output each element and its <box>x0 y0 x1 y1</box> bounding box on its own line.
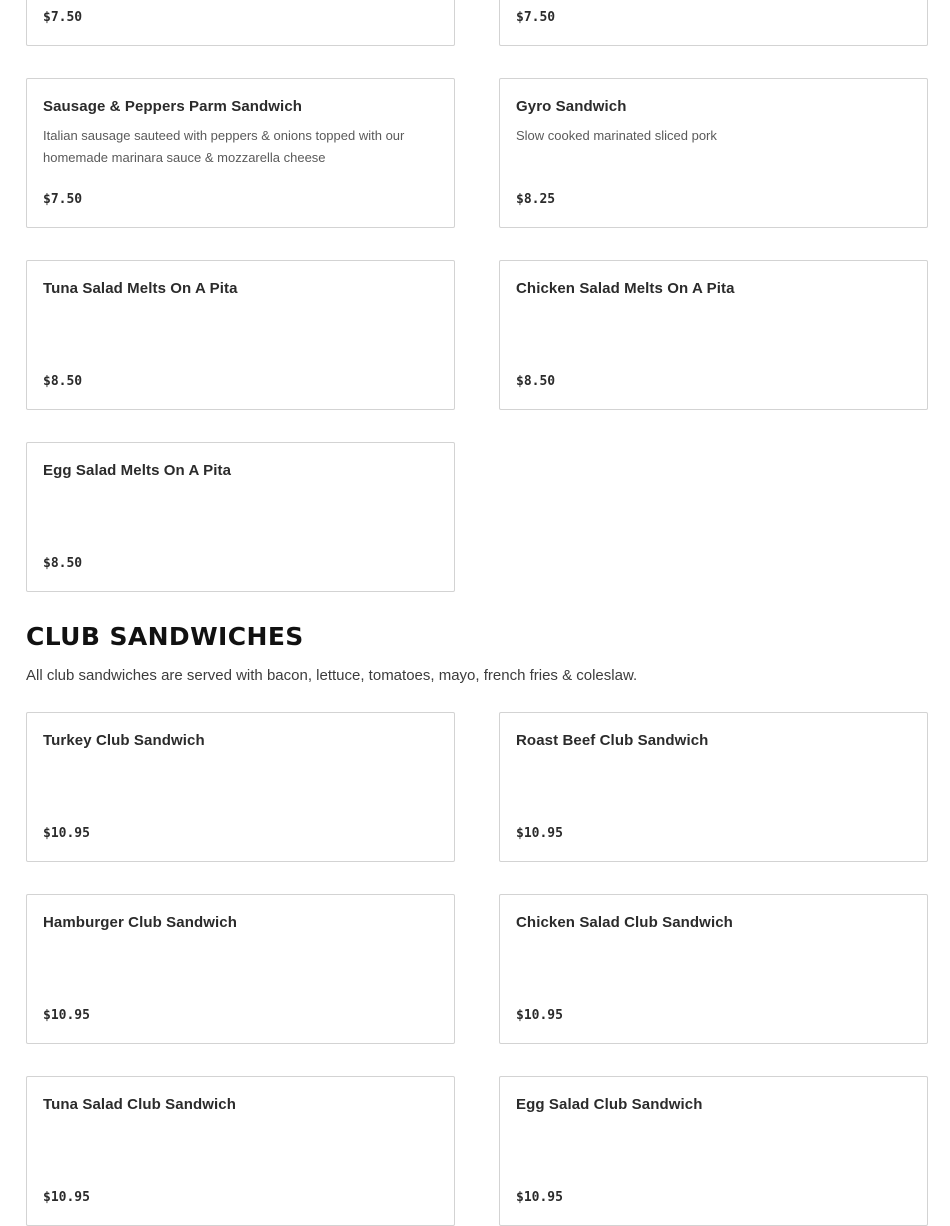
menu-item-card[interactable] <box>499 78 928 228</box>
item-name: Chicken Salad Club Sandwich <box>516 914 733 931</box>
item-price: $10.95 <box>516 1190 563 1205</box>
menu-item-card[interactable] <box>26 1076 455 1226</box>
item-name: Tuna Salad Melts On A Pita <box>43 280 238 297</box>
section-description: All club sandwiches are served with bacon, lettuce, tomatoes, mayo, french fries & coleslaw. <box>26 667 638 684</box>
item-name: Turkey Club Sandwich <box>43 732 205 749</box>
item-price: $8.50 <box>43 374 83 389</box>
item-price: $10.95 <box>516 826 563 841</box>
menu-item-card[interactable] <box>499 712 928 862</box>
item-price: $7.50 <box>43 192 83 207</box>
item-price: $8.50 <box>43 556 83 571</box>
menu-item-card[interactable] <box>26 894 455 1044</box>
item-price: $10.95 <box>43 1008 90 1023</box>
item-name: Roast Beef Club Sandwich <box>516 732 709 749</box>
menu-item-card[interactable] <box>26 78 455 228</box>
menu-item-card[interactable] <box>26 260 455 410</box>
item-price: $10.95 <box>43 1190 90 1205</box>
menu-item-card[interactable] <box>26 0 455 46</box>
item-price: $8.50 <box>516 374 556 389</box>
item-price: $7.50 <box>516 10 556 25</box>
item-name: Egg Salad Club Sandwich <box>516 1096 703 1113</box>
item-description: Italian sausage sauteed with peppers & onions topped with our homemade marinara sauce & mozzarella cheese <box>43 128 405 165</box>
item-price: $7.50 <box>43 10 83 25</box>
menu-item-card[interactable] <box>26 442 455 592</box>
menu-item-card[interactable] <box>26 712 455 862</box>
item-price: $10.95 <box>43 826 90 841</box>
item-price: $10.95 <box>516 1008 563 1023</box>
item-name: Sausage & Peppers Parm Sandwich <box>43 98 303 115</box>
section-title: CLUB SANDWICHES <box>26 622 304 651</box>
item-name: Egg Salad Melts On A Pita <box>43 462 232 479</box>
menu-item-card[interactable] <box>499 1076 928 1226</box>
item-name: Tuna Salad Club Sandwich <box>43 1096 236 1113</box>
item-price: $8.25 <box>516 192 556 207</box>
item-name: Gyro Sandwich <box>516 98 627 115</box>
menu-item-card[interactable] <box>499 0 928 46</box>
menu-item-card[interactable] <box>499 260 928 410</box>
item-description: Slow cooked marinated sliced pork <box>516 128 717 143</box>
item-name: Hamburger Club Sandwich <box>43 914 237 931</box>
item-name: Chicken Salad Melts On A Pita <box>516 280 735 297</box>
menu-item-card[interactable] <box>499 894 928 1044</box>
